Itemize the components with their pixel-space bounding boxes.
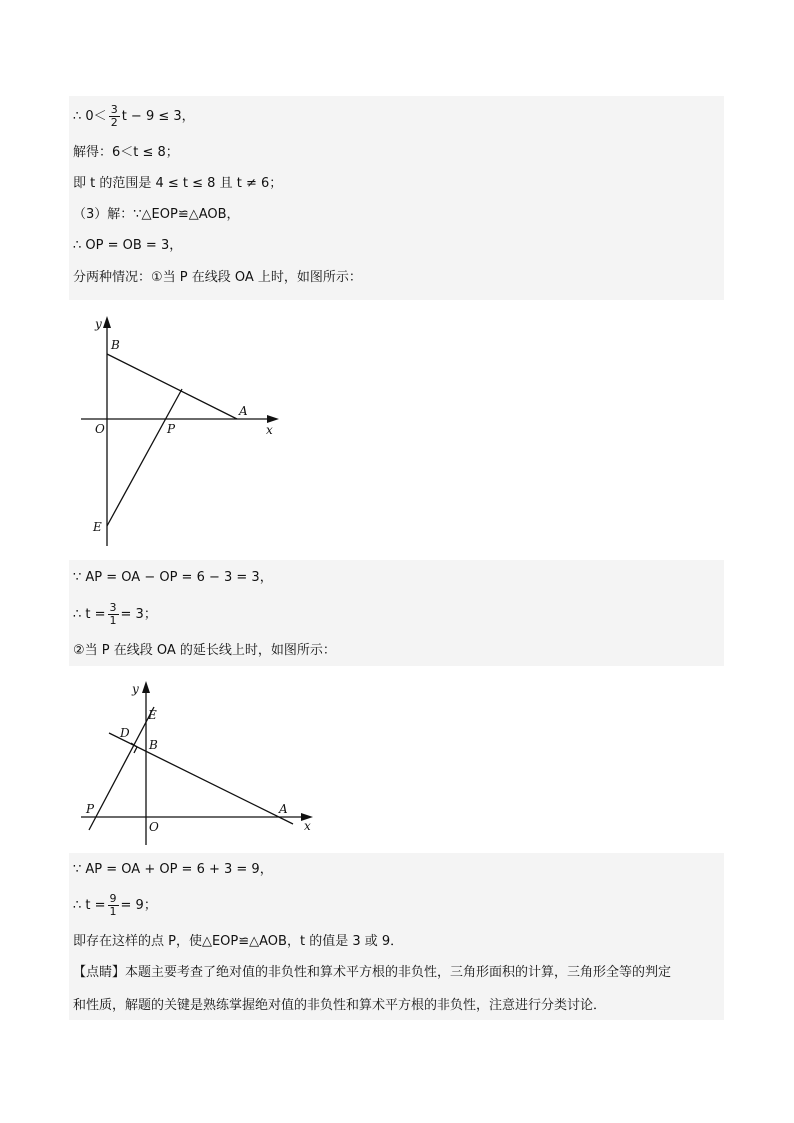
label-P: P [86, 802, 95, 816]
fraction [109, 104, 120, 129]
comment-line-2: 和性质，解题的关键是熟练掌握绝对值的非负性和算术平方根的非负性，注意进行分类讨论． [73, 998, 607, 1013]
label-B: B [149, 738, 158, 752]
ap-line-2: ∵ AP = OA + OP = 6 + 3 = 9， [73, 862, 273, 877]
label-x: x [304, 819, 311, 833]
label-E: E [148, 708, 157, 722]
text-fragment: ∴ t = [73, 898, 106, 913]
ap-line-1: ∵ AP = OA − OP = 6 − 3 = 3， [73, 570, 273, 585]
label-E: E [93, 520, 102, 534]
solution-line: 解得：6＜t ≤ 8； [73, 145, 179, 160]
text-fragment: t − 9 ≤ 3， [121, 109, 195, 124]
text-fragment: ∴ 0＜ [73, 109, 107, 124]
numerator: 9 [109, 892, 117, 905]
label-A: A [279, 802, 288, 816]
conclusion-line: 即存在这样的点 P，使△EOP≌△AOB，t 的值是 3 或 9． [73, 934, 404, 949]
fraction [108, 602, 119, 627]
range-line: 即 t 的范围是 4 ≤ t ≤ 8 且 t ≠ 6； [73, 176, 283, 191]
label-B: B [111, 338, 120, 352]
t-equals-3-line [73, 602, 157, 627]
numerator: 3 [110, 103, 118, 116]
label-D: D [120, 726, 130, 740]
label-O: O [95, 422, 105, 436]
denominator: 2 [110, 116, 118, 129]
text-fragment: ∴ t = [73, 607, 106, 622]
case1-line: 分两种情况：①当 P 在线段 OA 上时，如图所示： [73, 270, 362, 285]
denominator: 1 [109, 905, 117, 918]
label-P: P [167, 422, 176, 436]
text-fragment: = 3； [120, 607, 157, 622]
denominator: 1 [109, 614, 117, 627]
fraction [108, 893, 119, 918]
label-y: y [95, 317, 102, 331]
text-fragment: = 9； [120, 898, 157, 913]
comment-line-1: 【点睛】本题主要考查了绝对值的非负性和算术平方根的非负性，三角形面积的计算，三角形全等的判定 [73, 965, 672, 980]
op-ob-line: ∴ OP = OB = 3， [73, 238, 183, 253]
case2-line: ②当 P 在线段 OA 的延长线上时，如图所示： [73, 643, 336, 658]
inequality-line [73, 104, 195, 129]
t-equals-9-line [73, 893, 157, 918]
label-y: y [132, 682, 139, 696]
label-A: A [239, 404, 248, 418]
figure-case-2 [71, 667, 327, 852]
part3-line: （3）解：∵△EOP≌△AOB， [73, 207, 240, 222]
label-O: O [149, 820, 159, 834]
numerator: 3 [109, 601, 117, 614]
figure-case-1 [71, 302, 290, 552]
label-x: x [266, 423, 273, 437]
